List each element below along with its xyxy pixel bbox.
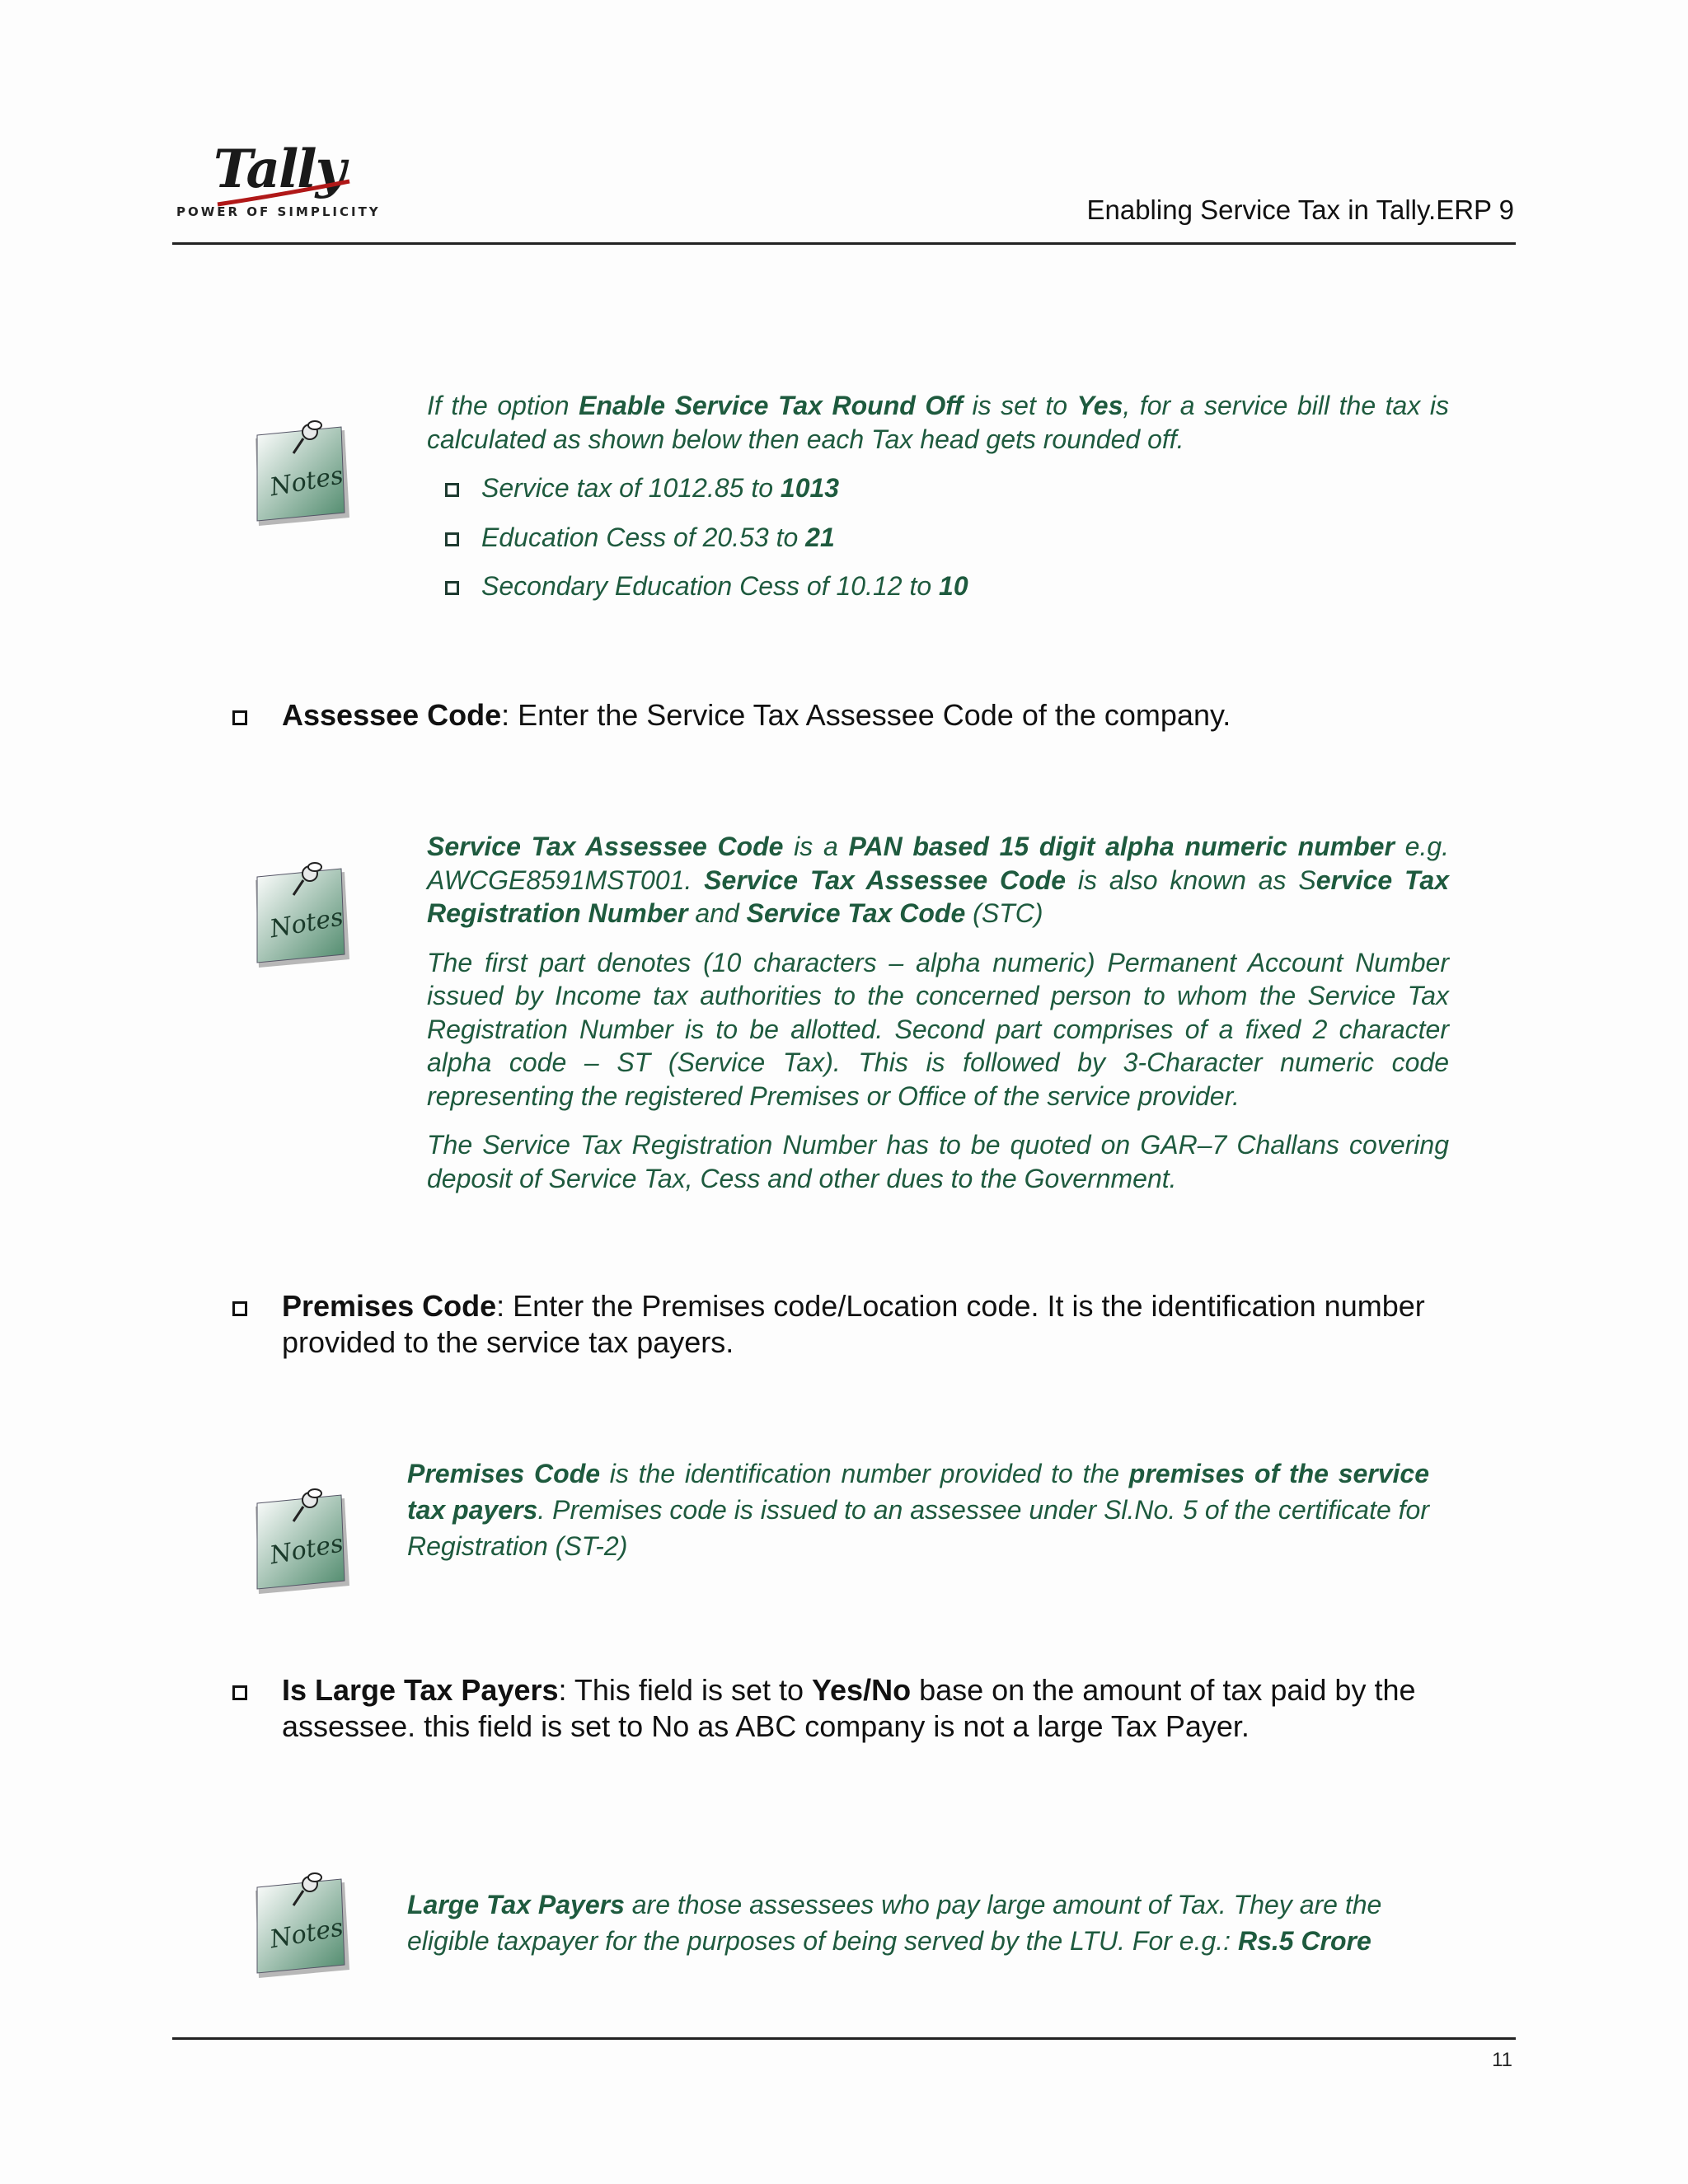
bold-text-run: Service Tax Assessee Code [704, 865, 1067, 895]
bold-text-run: premises of the service tax payers [407, 1459, 1430, 1525]
text-run: (STC) [965, 898, 1043, 928]
bold-text-run: Premises Code [282, 1289, 497, 1323]
text-run: If the option [427, 391, 579, 420]
round-off-example-item [427, 471, 1449, 505]
bold-text-run: Service Tax Code [746, 898, 966, 928]
bold-text-run: Large Tax Payers [407, 1890, 625, 1919]
large-tax-payers-item [232, 1672, 1502, 1745]
text-run: : Enter the Service Tax Assessee Code of the company. [501, 698, 1231, 732]
notes-icon [252, 1488, 351, 1596]
note-assessee-code [427, 830, 1449, 1211]
text-run: Secondary Education Cess of 10.12 to [481, 571, 940, 601]
logo-swoosh-icon [209, 162, 358, 211]
document-title: Enabling Service Tax in Tally.ERP 9 [1086, 194, 1514, 225]
note-large-tax-payers [407, 1886, 1446, 1975]
note-paragraph [427, 946, 1449, 1113]
note-paragraph [427, 830, 1449, 930]
text-run: Service tax of 1012.85 to [481, 473, 781, 503]
bold-text-run: Assessee Code [282, 698, 502, 732]
bold-text-run: 1013 [780, 473, 840, 503]
tally-logo [176, 138, 381, 221]
text-run: : Enter the Premises code/Location code. It is the identification number provided to the service tax payers. [282, 1289, 1425, 1359]
bold-text-run: Yes [1076, 391, 1123, 420]
text-run: , for a service bill the tax is calculated as shown below then each Tax head gets rounded off. [427, 391, 1449, 454]
logo-tagline: POWER OF SIMPLICITY [176, 204, 381, 219]
notes-icon [252, 420, 351, 527]
bold-text-run: ervice Tax Registration Number [427, 865, 1450, 928]
bold-text-run: Service Tax Assessee Code [427, 832, 784, 861]
note-round-off-text [427, 389, 1449, 456]
svg-text:Notes: Notes [267, 902, 346, 944]
svg-text:Notes: Notes [267, 1529, 346, 1571]
text-run: base on the amount of tax paid by the assessee. this field is set to No as ABC company is not a large Tax Payer. [282, 1673, 1416, 1743]
bold-text-run: 21 [805, 522, 835, 552]
text-run: The first part denotes (10 characters – alpha numeric) Permanent Account Number issued by Income tax authorities to the concerned person to whom the Service Tax Registration Number is to be allotted. Second part comprises of a fixed 2 character alpha code – ST (Service Tax). This is followed by 3-Character numeric code representing the registered Premises or Office of the service provider. [427, 947, 1449, 1111]
notes-icon [252, 862, 351, 969]
bold-text-run: Rs.5 Crore [1237, 1926, 1372, 1956]
text-run: The Service Tax Registration Number has to be quoted on GAR–7 Challans covering deposit of Service Tax, Cess and other dues to the Government. [427, 1130, 1449, 1193]
text-run: is set to [962, 391, 1077, 420]
svg-text:Notes: Notes [267, 1913, 346, 1955]
text-run: is the identification number provided to the [600, 1459, 1129, 1488]
text-run: . Premises code is issued to an assessee under Sl.No. 5 of the certificate for Registration (ST-2) [407, 1495, 1430, 1561]
premises-code-item [232, 1288, 1502, 1361]
note-premises-code [407, 1455, 1429, 1580]
text-run: e.g. AWCGE8591MST001. [427, 832, 1450, 895]
svg-text:Notes: Notes [267, 461, 346, 503]
logo-wordmark: Tally [213, 138, 345, 200]
note-round-off [427, 389, 1449, 619]
bold-text-run: Premises Code [407, 1459, 601, 1488]
round-off-examples-list [427, 471, 1449, 603]
text-run: and [687, 898, 747, 928]
bold-text-run: Yes/No [812, 1673, 912, 1707]
page-number: 11 [1492, 2049, 1512, 2071]
notes-icon [252, 1872, 351, 1980]
round-off-example-item [427, 521, 1449, 555]
text-run: is a [783, 832, 849, 861]
bold-text-run: Is Large Tax Payers [282, 1673, 559, 1707]
header-divider [172, 242, 1516, 245]
note-premises-code-text [407, 1455, 1429, 1564]
bold-text-run: PAN based 15 digit alpha numeric number [848, 832, 1395, 861]
note-paragraph [427, 1128, 1449, 1195]
assessee-code-item [232, 697, 1502, 733]
text-run: is also known as S [1066, 865, 1316, 895]
round-off-example-item [427, 569, 1449, 603]
text-run: are those assessees who pay large amount of Tax. They are the eligible taxpayer for the purposes of being served by the LTU. For e.g.: [407, 1890, 1382, 1956]
note-large-tax-payers-text [407, 1886, 1446, 1959]
footer-divider [172, 2037, 1516, 2040]
bold-text-run: Enable Service Tax Round Off [579, 391, 963, 420]
text-run: : This field is set to [558, 1673, 812, 1707]
text-run: Education Cess of 20.53 to [481, 522, 806, 552]
bold-text-run: 10 [939, 571, 968, 601]
